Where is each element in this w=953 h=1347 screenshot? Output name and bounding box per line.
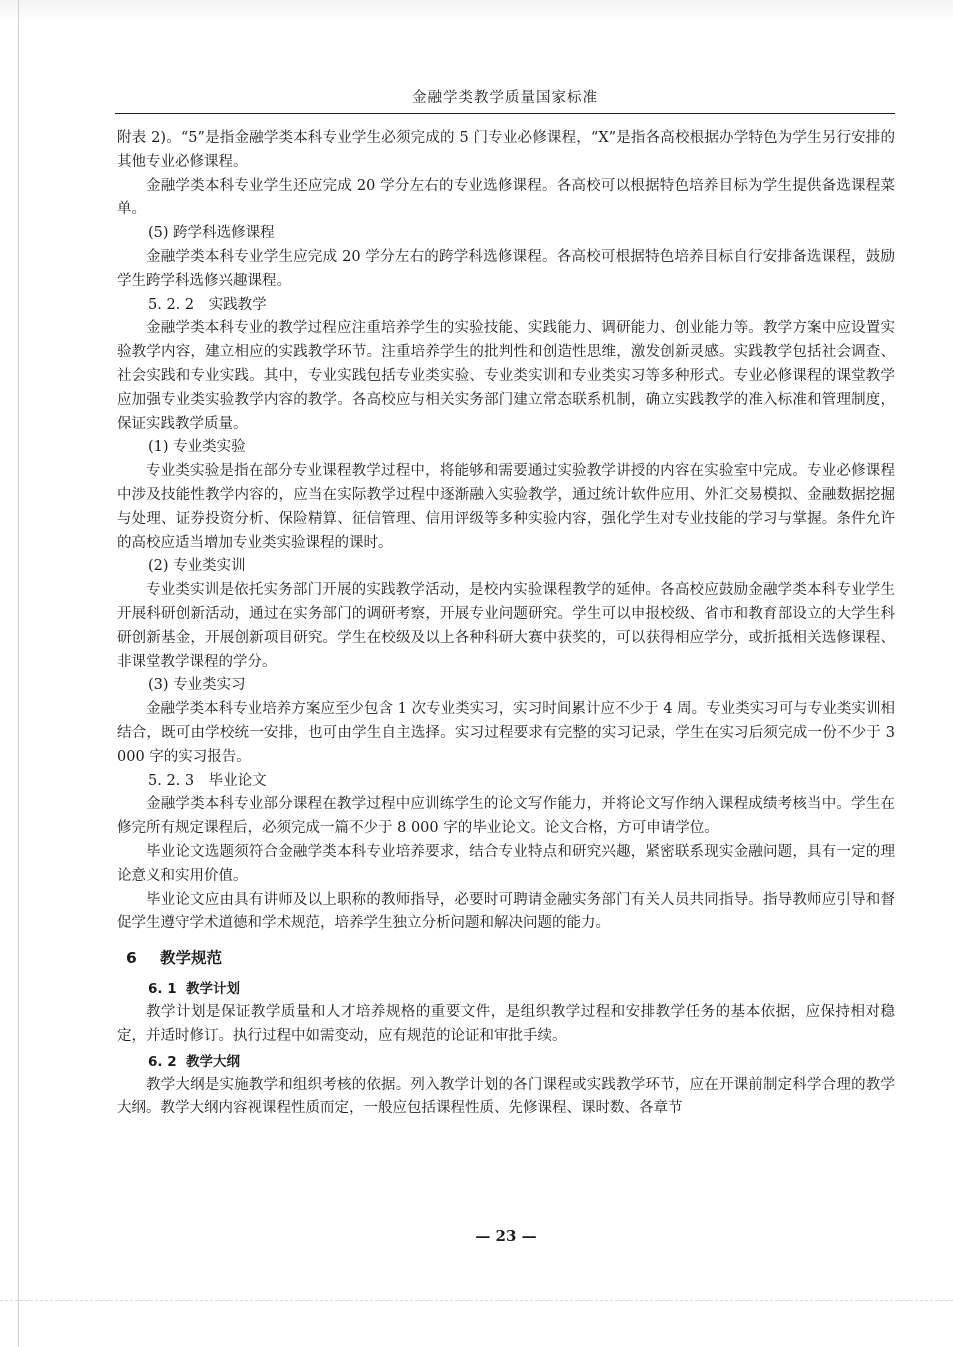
heading-5-2-2: 5. 2. 2 实践教学	[148, 296, 267, 313]
section-heading-6	[117, 946, 895, 970]
paragraph-syllabus: 教学大纲是实施教学和组织考核的依据。列入教学计划的各门课程或实践教学环节，应在开课前制定科学合理的教学大纲。教学大纲内容视课程性质而定，一般应包括课程性质、先修课程、课时数、各章节	[117, 1076, 895, 1117]
paragraph-training: 专业类实训是依托实务部门开展的实践教学活动，是校内实验课程教学的延伸。各高校应鼓励金融学类本科专业学生开展科研创新活动，通过在实务部门的调研考察，开展专业问题研究。学生可以申报校级、省市和教育部设立的大学生科研创新基金，开展创新项目研究。学生在校级及以上各种科研大赛中获奖的，可以获得相应学分，或折抵相关选修课程、非课堂教学课程的学分。	[117, 582, 895, 670]
header-rule	[115, 113, 895, 114]
scan-top-shadow	[0, 0, 953, 22]
heading-cross-discipline-electives: (5) 跨学科选修课程	[148, 225, 275, 242]
subsection-title: 教学计划	[186, 981, 240, 998]
subsection-heading-6-2	[117, 1051, 895, 1074]
heading-training: (2) 专业类实训	[148, 558, 246, 575]
page-body	[117, 127, 895, 1121]
subsection-number: 6. 2	[148, 1053, 177, 1070]
heading-experiments: (1) 专业类实验	[148, 439, 246, 456]
heading-5-2-3: 5. 2. 3 毕业论文	[148, 772, 267, 789]
paragraph-thesis-requirement: 金融学类本科专业部分课程在教学过程中应训练学生的论文写作能力，并将论文写作纳入课程成绩考核当中。学生在修完所有规定课程后，必须完成一篇不少于 8 000 字的毕业论文。论文合格，方可申请学位。	[117, 796, 895, 837]
paragraph-continuation: 附表 2)。“5”是指金融学类本科专业学生必须完成的 5 门专业必修课程，“X”是指各高校根据办学特色为学生另行安排的其他专业必修课程。	[117, 130, 895, 170]
paragraph-thesis-advisor: 毕业论文应由具有讲师及以上职称的教师指导，必要时可聘请金融实务部门有关人员共同指导。指导教师应引导和督促学生遵守学术道德和学术规范，培养学生独立分析问题和解决问题的能力。	[117, 891, 895, 932]
paragraph-internship: 金融学类本科专业培养方案应至少包含 1 次专业类实习，实习时间累计应不少于 4 周。专业类实习可与专业类实训相结合，既可由学校统一安排，也可由学生自主选择。实习过程要求有完整的实习记录，学生在实习后须完成一份不少于 3 000 字的实习报告。	[117, 701, 895, 765]
paragraph-practice-teaching: 金融学类本科专业的教学过程应注重培养学生的实验技能、实践能力、调研能力、创业能力等。教学方案中应设置实验教学内容，建立相应的实践教学环节。注重培养学生的批判性和创造性思维，激发创新灵感。实践教学包括社会调查、社会实践和专业实践。其中，专业实践包括专业类实验、专业类实训和专业类实习等多种形式。专业必修课程的课堂教学应加强专业类实验教学内容的教学。各高校应与相关实务部门建立常态联系机制，确立实践教学的准入标准和管理制度，保证实践教学质量。	[117, 320, 895, 432]
section-number: 6	[126, 949, 137, 968]
page-number: — 23 —	[475, 1227, 537, 1245]
paragraph-major-electives: 金融学类本科专业学生还应完成 20 学分左右的专业选修课程。各高校可以根据特色培养目标为学生提供备选课程菜单。	[117, 177, 895, 218]
subsection-number: 6. 1	[148, 981, 177, 998]
subsection-title: 教学大纲	[186, 1053, 240, 1070]
paragraph-teaching-plan: 教学计划是保证教学质量和人才培养规格的重要文件，是组织教学过程和安排教学任务的基本依据，应保持相对稳定，并适时修订。执行过程中如需变动，应有规范的论证和审批手续。	[117, 1004, 895, 1044]
scan-bottom-edge	[0, 1300, 953, 1301]
paragraph-experiments: 专业类实验是指在部分专业课程教学过程中，将能够和需要通过实验教学讲授的内容在实验室中完成。专业必修课程中涉及技能性教学内容的，应当在实际教学过程中逐渐融入实验教学，通过统计软件应用、外汇交易模拟、金融数据挖掘与处理、证券投资分析、保险精算、征信管理、信用评级等多种实验内容，强化学生对专业技能的学习与掌握。条件允许的高校应适当增加专业类实验课程的课时。	[117, 463, 895, 551]
heading-internship: (3) 专业类实习	[148, 677, 246, 694]
paragraph-thesis-topic: 毕业论文选题须符合金融学类本科专业培养要求，结合专业特点和研究兴趣，紧密联系现实金融问题，具有一定的理论意义和实用价值。	[117, 843, 895, 884]
running-header-title: 金融学类教学质量国家标准	[412, 90, 598, 106]
section-title: 教学规范	[160, 949, 223, 968]
subsection-heading-6-1	[117, 978, 895, 1001]
scan-left-edge	[18, 0, 19, 1347]
paragraph-cross-discipline: 金融学类本科专业学生应完成 20 学分左右的跨学科选修课程。各高校可根据特色培养目标自行安排备选课程，鼓励学生跨学科选修兴趣课程。	[117, 248, 895, 289]
